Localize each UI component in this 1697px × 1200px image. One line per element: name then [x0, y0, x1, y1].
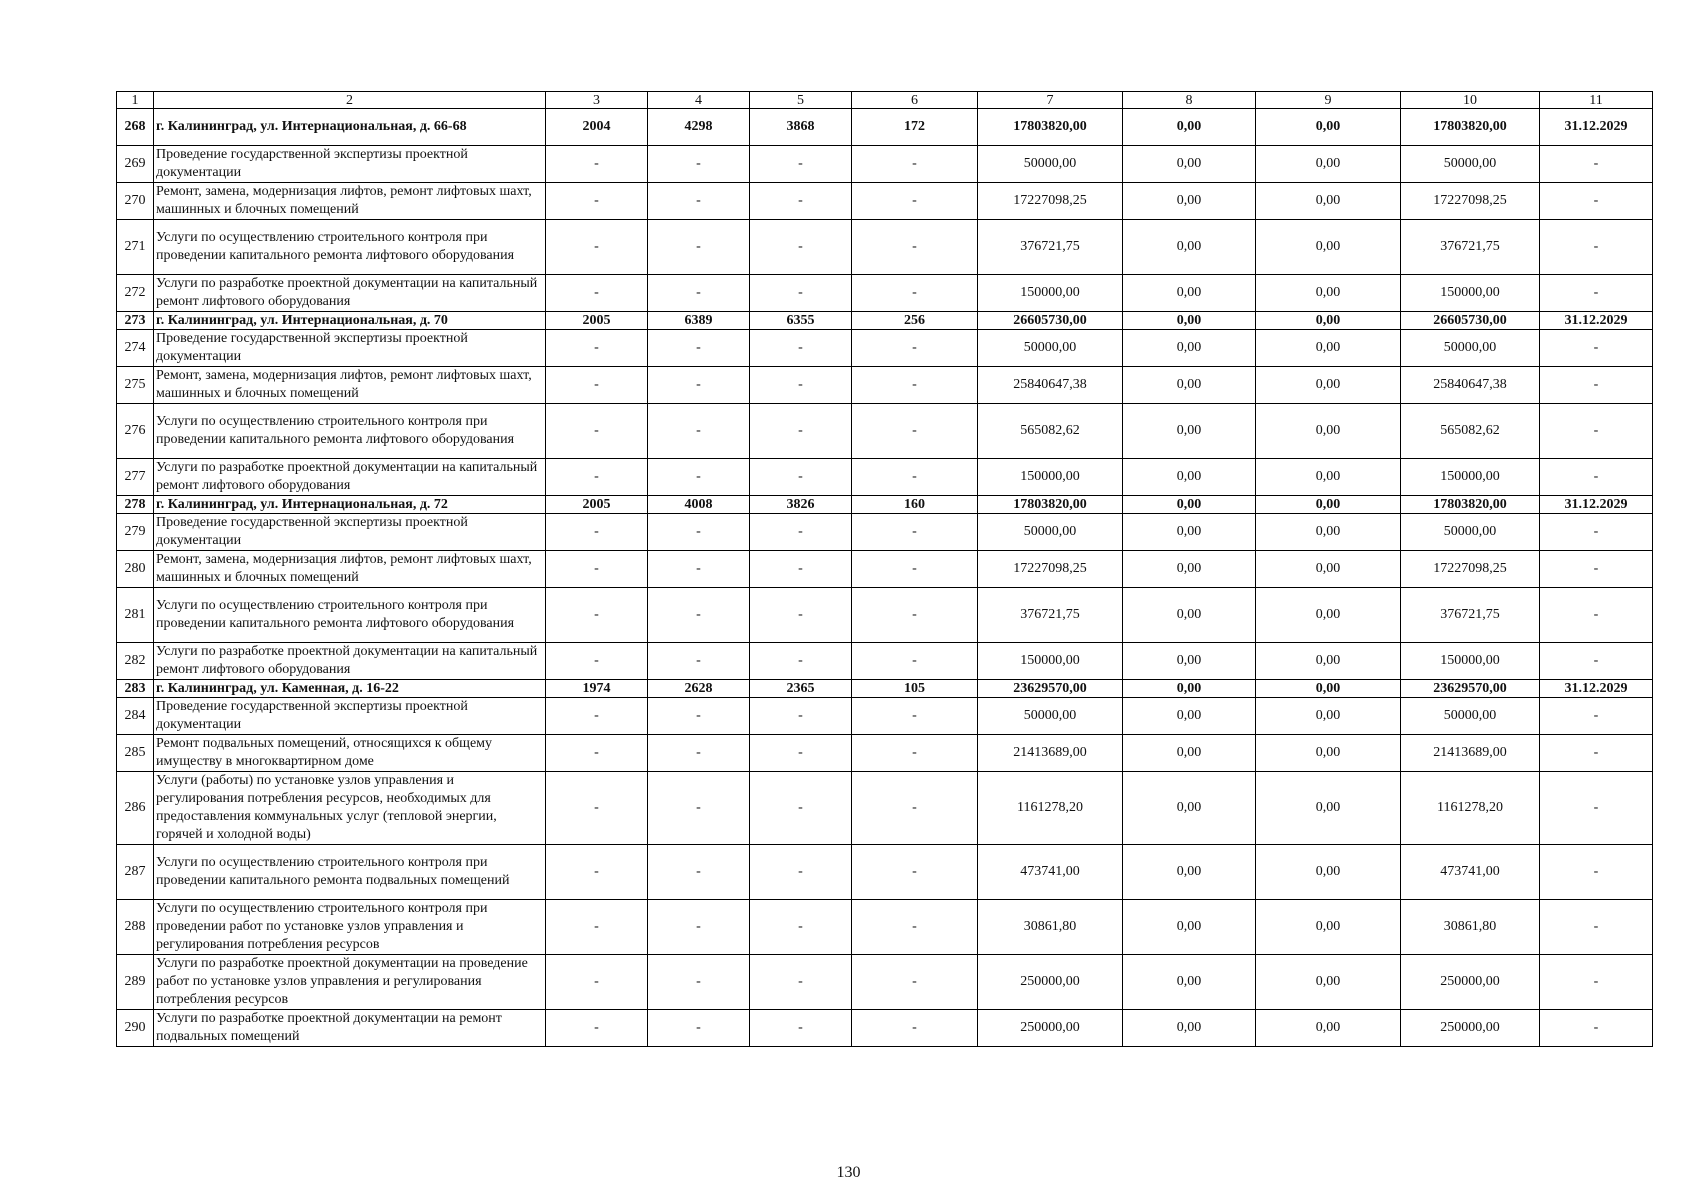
regional-cost: 150000,00 [1401, 459, 1540, 496]
repair-program-table [116, 91, 1653, 1047]
living-area: - [750, 772, 852, 845]
total-cost: 250000,00 [978, 955, 1123, 1010]
completion-date: 31.12.2029 [1540, 109, 1653, 146]
fund-cost: 0,00 [1123, 772, 1256, 845]
year-built: - [546, 330, 648, 367]
fund-cost: 0,00 [1123, 330, 1256, 367]
fund-cost: 0,00 [1123, 551, 1256, 588]
row-number: 286 [117, 772, 154, 845]
completion-date: 31.12.2029 [1540, 496, 1653, 514]
regional-cost: 30861,80 [1401, 900, 1540, 955]
column-number: 4 [648, 92, 750, 109]
row-number: 281 [117, 588, 154, 643]
work-row [117, 330, 1653, 367]
row-description: г. Калининград, ул. Интернациональная, д. 70 [154, 312, 546, 330]
row-number: 285 [117, 735, 154, 772]
row-description: Проведение государственной экспертизы проектной документации [154, 330, 546, 367]
column-number: 6 [852, 92, 978, 109]
fund-cost: 0,00 [1123, 735, 1256, 772]
fund-cost: 0,00 [1123, 367, 1256, 404]
total-cost: 50000,00 [978, 330, 1123, 367]
year-built: - [546, 772, 648, 845]
year-built: - [546, 735, 648, 772]
total-cost: 250000,00 [978, 1010, 1123, 1047]
year-built: - [546, 698, 648, 735]
row-description: Проведение государственной экспертизы проектной документации [154, 146, 546, 183]
living-area: 3868 [750, 109, 852, 146]
total-cost: 376721,75 [978, 588, 1123, 643]
total-cost: 25840647,38 [978, 367, 1123, 404]
row-description: Услуги по разработке проектной документации на ремонт подвальных помещений [154, 1010, 546, 1047]
other-cost: 0,00 [1256, 183, 1401, 220]
total-cost: 30861,80 [978, 900, 1123, 955]
column-number: 10 [1401, 92, 1540, 109]
residents: - [852, 772, 978, 845]
completion-date: - [1540, 1010, 1653, 1047]
work-row [117, 551, 1653, 588]
total-area: - [648, 772, 750, 845]
row-number: 279 [117, 514, 154, 551]
row-description: Проведение государственной экспертизы проектной документации [154, 514, 546, 551]
row-number: 277 [117, 459, 154, 496]
other-cost: 0,00 [1256, 404, 1401, 459]
living-area: 2365 [750, 680, 852, 698]
completion-date: - [1540, 367, 1653, 404]
total-area: - [648, 698, 750, 735]
regional-cost: 250000,00 [1401, 955, 1540, 1010]
total-area: - [648, 367, 750, 404]
work-row [117, 955, 1653, 1010]
work-row [117, 514, 1653, 551]
residents: - [852, 183, 978, 220]
living-area: 3826 [750, 496, 852, 514]
work-row [117, 183, 1653, 220]
row-number: 276 [117, 404, 154, 459]
year-built: - [546, 220, 648, 275]
address-row [117, 312, 1653, 330]
total-cost: 1161278,20 [978, 772, 1123, 845]
row-number: 275 [117, 367, 154, 404]
row-number: 284 [117, 698, 154, 735]
work-row [117, 220, 1653, 275]
total-area: - [648, 588, 750, 643]
residents: - [852, 459, 978, 496]
page-number: 130 [836, 1164, 861, 1181]
completion-date: - [1540, 404, 1653, 459]
completion-date: - [1540, 698, 1653, 735]
fund-cost: 0,00 [1123, 220, 1256, 275]
completion-date: - [1540, 845, 1653, 900]
fund-cost: 0,00 [1123, 459, 1256, 496]
column-number: 7 [978, 92, 1123, 109]
table-body [117, 92, 1653, 1047]
year-built: - [546, 459, 648, 496]
year-built: 1974 [546, 680, 648, 698]
other-cost: 0,00 [1256, 698, 1401, 735]
regional-cost: 50000,00 [1401, 698, 1540, 735]
living-area: - [750, 404, 852, 459]
row-number: 280 [117, 551, 154, 588]
total-area: - [648, 551, 750, 588]
residents: - [852, 330, 978, 367]
row-description: Услуги по осуществлению строительного контроля при проведении капитального ремонта лифтового оборудования [154, 220, 546, 275]
total-cost: 473741,00 [978, 845, 1123, 900]
other-cost: 0,00 [1256, 220, 1401, 275]
year-built: - [546, 275, 648, 312]
total-area: 6389 [648, 312, 750, 330]
living-area: - [750, 367, 852, 404]
row-number: 278 [117, 496, 154, 514]
total-cost: 50000,00 [978, 514, 1123, 551]
total-cost: 150000,00 [978, 643, 1123, 680]
work-row [117, 698, 1653, 735]
year-built: 2004 [546, 109, 648, 146]
total-area: - [648, 330, 750, 367]
other-cost: 0,00 [1256, 330, 1401, 367]
row-number: 289 [117, 955, 154, 1010]
year-built: - [546, 588, 648, 643]
row-number: 288 [117, 900, 154, 955]
completion-date: - [1540, 900, 1653, 955]
regional-cost: 17803820,00 [1401, 109, 1540, 146]
other-cost: 0,00 [1256, 312, 1401, 330]
regional-cost: 150000,00 [1401, 643, 1540, 680]
regional-cost: 150000,00 [1401, 275, 1540, 312]
other-cost: 0,00 [1256, 459, 1401, 496]
total-area: - [648, 183, 750, 220]
completion-date: - [1540, 330, 1653, 367]
total-cost: 17227098,25 [978, 551, 1123, 588]
residents: - [852, 735, 978, 772]
column-number: 3 [546, 92, 648, 109]
row-number: 283 [117, 680, 154, 698]
residents: 105 [852, 680, 978, 698]
work-row [117, 772, 1653, 845]
regional-cost: 17227098,25 [1401, 551, 1540, 588]
row-description: Услуги по осуществлению строительного контроля при проведении капитального ремонта подвальных помещений [154, 845, 546, 900]
address-row [117, 496, 1653, 514]
row-description: Ремонт, замена, модернизация лифтов, ремонт лифтовых шахт, машинных и блочных помещений [154, 551, 546, 588]
year-built: 2005 [546, 496, 648, 514]
column-number: 5 [750, 92, 852, 109]
year-built: - [546, 845, 648, 900]
regional-cost: 25840647,38 [1401, 367, 1540, 404]
regional-cost: 17803820,00 [1401, 496, 1540, 514]
column-number: 11 [1540, 92, 1653, 109]
column-number: 9 [1256, 92, 1401, 109]
total-area: - [648, 1010, 750, 1047]
row-description: Услуги по осуществлению строительного контроля при проведении работ по установке узлов управления и регулирования потребления ресурсов [154, 900, 546, 955]
row-description: Проведение государственной экспертизы проектной документации [154, 698, 546, 735]
regional-cost: 376721,75 [1401, 588, 1540, 643]
row-description: Ремонт, замена, модернизация лифтов, ремонт лифтовых шахт, машинных и блочных помещений [154, 183, 546, 220]
residents: - [852, 275, 978, 312]
work-row [117, 404, 1653, 459]
fund-cost: 0,00 [1123, 845, 1256, 900]
row-description: г. Калининград, ул. Каменная, д. 16-22 [154, 680, 546, 698]
regional-cost: 250000,00 [1401, 1010, 1540, 1047]
living-area: - [750, 900, 852, 955]
other-cost: 0,00 [1256, 1010, 1401, 1047]
total-cost: 23629570,00 [978, 680, 1123, 698]
residents: - [852, 698, 978, 735]
work-row [117, 1010, 1653, 1047]
row-number: 274 [117, 330, 154, 367]
completion-date: - [1540, 459, 1653, 496]
regional-cost: 21413689,00 [1401, 735, 1540, 772]
other-cost: 0,00 [1256, 109, 1401, 146]
row-number: 282 [117, 643, 154, 680]
row-description: Услуги по разработке проектной документации на капитальный ремонт лифтового оборудования [154, 643, 546, 680]
work-row [117, 146, 1653, 183]
year-built: - [546, 551, 648, 588]
residents: - [852, 643, 978, 680]
living-area: - [750, 735, 852, 772]
completion-date: - [1540, 588, 1653, 643]
row-number: 273 [117, 312, 154, 330]
work-row [117, 845, 1653, 900]
regional-cost: 23629570,00 [1401, 680, 1540, 698]
living-area: - [750, 459, 852, 496]
address-row [117, 680, 1653, 698]
residents: - [852, 845, 978, 900]
total-area: - [648, 514, 750, 551]
regional-cost: 376721,75 [1401, 220, 1540, 275]
year-built: 2005 [546, 312, 648, 330]
completion-date: - [1540, 735, 1653, 772]
work-row [117, 900, 1653, 955]
regional-cost: 565082,62 [1401, 404, 1540, 459]
other-cost: 0,00 [1256, 275, 1401, 312]
other-cost: 0,00 [1256, 900, 1401, 955]
living-area: - [750, 330, 852, 367]
row-number: 290 [117, 1010, 154, 1047]
fund-cost: 0,00 [1123, 146, 1256, 183]
fund-cost: 0,00 [1123, 1010, 1256, 1047]
residents: 256 [852, 312, 978, 330]
total-cost: 17227098,25 [978, 183, 1123, 220]
total-area: - [648, 735, 750, 772]
residents: - [852, 146, 978, 183]
other-cost: 0,00 [1256, 514, 1401, 551]
row-description: г. Калининград, ул. Интернациональная, д. 66-68 [154, 109, 546, 146]
year-built: - [546, 643, 648, 680]
completion-date: 31.12.2029 [1540, 680, 1653, 698]
other-cost: 0,00 [1256, 955, 1401, 1010]
row-description: Услуги по осуществлению строительного контроля при проведении капитального ремонта лифтового оборудования [154, 588, 546, 643]
residents: - [852, 367, 978, 404]
total-area: 2628 [648, 680, 750, 698]
fund-cost: 0,00 [1123, 680, 1256, 698]
living-area: - [750, 643, 852, 680]
column-number-row [117, 92, 1653, 109]
regional-cost: 50000,00 [1401, 514, 1540, 551]
year-built: - [546, 183, 648, 220]
living-area: - [750, 845, 852, 900]
total-area: - [648, 275, 750, 312]
year-built: - [546, 404, 648, 459]
residents: - [852, 588, 978, 643]
fund-cost: 0,00 [1123, 588, 1256, 643]
total-cost: 17803820,00 [978, 109, 1123, 146]
completion-date: - [1540, 275, 1653, 312]
row-description: Услуги (работы) по установке узлов управления и регулирования потребления ресурсов, необходимых для предоставления коммунальных услуг (тепловой энергии, горячей и холодной воды) [154, 772, 546, 845]
completion-date: - [1540, 183, 1653, 220]
row-description: г. Калининград, ул. Интернациональная, д. 72 [154, 496, 546, 514]
residents: 172 [852, 109, 978, 146]
work-row [117, 275, 1653, 312]
completion-date: - [1540, 220, 1653, 275]
residents: 160 [852, 496, 978, 514]
fund-cost: 0,00 [1123, 514, 1256, 551]
living-area: - [750, 698, 852, 735]
total-area: - [648, 955, 750, 1010]
row-description: Услуги по разработке проектной документации на капитальный ремонт лифтового оборудования [154, 275, 546, 312]
total-area: - [648, 900, 750, 955]
work-row [117, 459, 1653, 496]
regional-cost: 17227098,25 [1401, 183, 1540, 220]
total-cost: 26605730,00 [978, 312, 1123, 330]
other-cost: 0,00 [1256, 551, 1401, 588]
row-number: 272 [117, 275, 154, 312]
row-description: Услуги по осуществлению строительного контроля при проведении капитального ремонта лифтового оборудования [154, 404, 546, 459]
regional-cost: 1161278,20 [1401, 772, 1540, 845]
row-description: Ремонт подвальных помещений, относящихся к общему имуществу в многоквартирном доме [154, 735, 546, 772]
other-cost: 0,00 [1256, 680, 1401, 698]
total-cost: 150000,00 [978, 459, 1123, 496]
year-built: - [546, 367, 648, 404]
other-cost: 0,00 [1256, 735, 1401, 772]
row-number: 287 [117, 845, 154, 900]
row-number: 269 [117, 146, 154, 183]
total-area: - [648, 146, 750, 183]
year-built: - [546, 900, 648, 955]
completion-date: - [1540, 514, 1653, 551]
living-area: - [750, 588, 852, 643]
year-built: - [546, 146, 648, 183]
fund-cost: 0,00 [1123, 900, 1256, 955]
total-area: - [648, 404, 750, 459]
column-number: 2 [154, 92, 546, 109]
other-cost: 0,00 [1256, 146, 1401, 183]
fund-cost: 0,00 [1123, 404, 1256, 459]
address-row [117, 109, 1653, 146]
residents: - [852, 1010, 978, 1047]
year-built: - [546, 1010, 648, 1047]
regional-cost: 50000,00 [1401, 330, 1540, 367]
total-cost: 565082,62 [978, 404, 1123, 459]
other-cost: 0,00 [1256, 496, 1401, 514]
year-built: - [546, 514, 648, 551]
total-area: - [648, 220, 750, 275]
residents: - [852, 955, 978, 1010]
regional-cost: 26605730,00 [1401, 312, 1540, 330]
other-cost: 0,00 [1256, 588, 1401, 643]
fund-cost: 0,00 [1123, 496, 1256, 514]
completion-date: - [1540, 772, 1653, 845]
residents: - [852, 514, 978, 551]
row-number: 268 [117, 109, 154, 146]
row-description: Услуги по разработке проектной документации на капитальный ремонт лифтового оборудования [154, 459, 546, 496]
living-area: - [750, 146, 852, 183]
other-cost: 0,00 [1256, 643, 1401, 680]
document-sheet [116, 91, 1652, 1047]
fund-cost: 0,00 [1123, 183, 1256, 220]
living-area: - [750, 275, 852, 312]
residents: - [852, 220, 978, 275]
fund-cost: 0,00 [1123, 698, 1256, 735]
living-area: - [750, 551, 852, 588]
residents: - [852, 900, 978, 955]
work-row [117, 643, 1653, 680]
row-description: Услуги по разработке проектной документации на проведение работ по установке узлов управления и регулирования потребления ресурсов [154, 955, 546, 1010]
total-area: - [648, 643, 750, 680]
total-cost: 50000,00 [978, 698, 1123, 735]
work-row [117, 735, 1653, 772]
other-cost: 0,00 [1256, 845, 1401, 900]
total-cost: 17803820,00 [978, 496, 1123, 514]
total-cost: 150000,00 [978, 275, 1123, 312]
total-cost: 376721,75 [978, 220, 1123, 275]
regional-cost: 473741,00 [1401, 845, 1540, 900]
completion-date: - [1540, 955, 1653, 1010]
fund-cost: 0,00 [1123, 643, 1256, 680]
row-number: 270 [117, 183, 154, 220]
regional-cost: 50000,00 [1401, 146, 1540, 183]
total-cost: 50000,00 [978, 146, 1123, 183]
living-area: - [750, 183, 852, 220]
fund-cost: 0,00 [1123, 312, 1256, 330]
completion-date: 31.12.2029 [1540, 312, 1653, 330]
row-description: Ремонт, замена, модернизация лифтов, ремонт лифтовых шахт, машинных и блочных помещений [154, 367, 546, 404]
completion-date: - [1540, 146, 1653, 183]
residents: - [852, 404, 978, 459]
column-number: 8 [1123, 92, 1256, 109]
total-area: 4298 [648, 109, 750, 146]
fund-cost: 0,00 [1123, 275, 1256, 312]
total-area: - [648, 459, 750, 496]
year-built: - [546, 955, 648, 1010]
column-number: 1 [117, 92, 154, 109]
row-number: 271 [117, 220, 154, 275]
completion-date: - [1540, 643, 1653, 680]
fund-cost: 0,00 [1123, 955, 1256, 1010]
other-cost: 0,00 [1256, 367, 1401, 404]
living-area: - [750, 1010, 852, 1047]
living-area: - [750, 514, 852, 551]
total-cost: 21413689,00 [978, 735, 1123, 772]
work-row [117, 588, 1653, 643]
total-area: 4008 [648, 496, 750, 514]
living-area: 6355 [750, 312, 852, 330]
total-area: - [648, 845, 750, 900]
residents: - [852, 551, 978, 588]
fund-cost: 0,00 [1123, 109, 1256, 146]
work-row [117, 367, 1653, 404]
living-area: - [750, 220, 852, 275]
other-cost: 0,00 [1256, 772, 1401, 845]
living-area: - [750, 955, 852, 1010]
completion-date: - [1540, 551, 1653, 588]
